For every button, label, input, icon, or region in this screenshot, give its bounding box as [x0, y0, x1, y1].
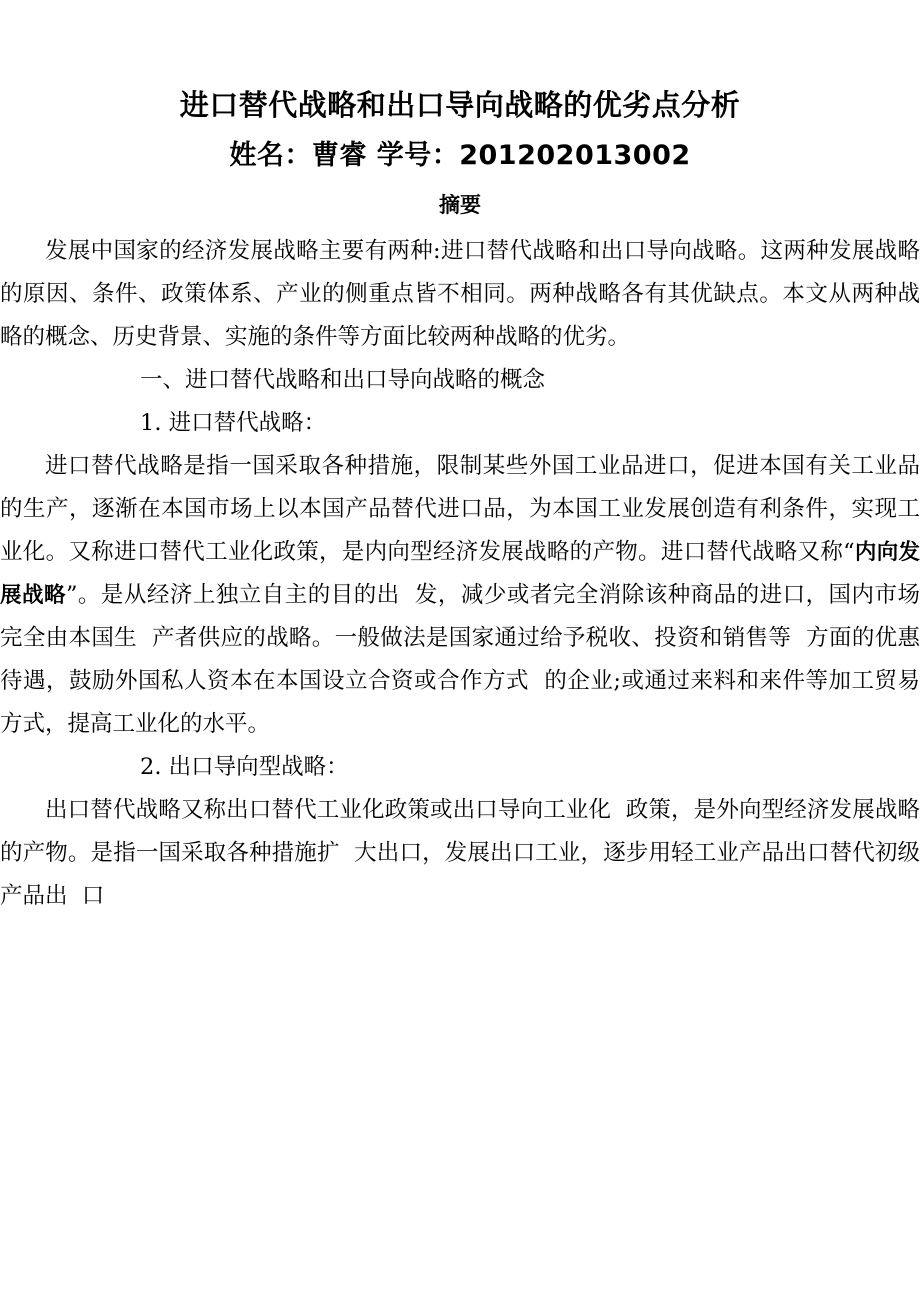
author-byline: 姓名：曹睿 学号：201202013002: [229, 140, 691, 171]
title-block: [0, 0, 920, 220]
document-body: [0, 230, 920, 918]
page-title: 进口替代战略和出口导向战略的优劣点分析: [179, 88, 741, 122]
subsection-body-2: 出口替代战略又称出口替代工业化政策或出口导向工业化 政策，是外向型经济发展战略的产物。是指一国采取各种措施扩 大出口，发展出口工业，逐步用轻工业产品出口替代初级产品出 口: [0, 797, 920, 909]
subsection-body-1-part-a: 进口替代战略是指一国采取各种措施，限制某些外国工业品进口，促进本国有关工业品的生产，逐渐在本国市场上以本国产品替代进口品，为本国工业发展创造有利条件，实现工业化。又称进口替代工业化政策，是内向型经济发展战略的产物。进口替代战略又称“: [0, 453, 920, 565]
subsection-body-1-part-b: ”。是从经济上独立自主的目的出 发，减少或者完全消除该种商品的进口，国内市场完全由本国生 产者供应的战略。一般做法是国家通过给予税收、投资和销售等 方面的优惠待遇，鼓励外国私人资本在本国设立合资或合作方式 的企业;或通过来料和来件等加工贸易方式，提高工业化的水平。: [0, 582, 920, 737]
section-heading-1: 一、进口替代战略和出口导向战略的概念: [140, 367, 546, 393]
subsection-heading-1: 1. 进口替代战略：: [140, 410, 327, 436]
subsection-heading-2: 2. 出口导向型战略：: [140, 754, 349, 780]
abstract-heading: 摘要: [439, 193, 481, 217]
subsection-body-1: [0, 445, 920, 746]
emphasized-term-inward-development-strategy: 内向发展战略: [0, 540, 920, 608]
abstract-paragraph: 发展中国家的经济发展战略主要有两种:进口替代战略和出口导向战略。这两种发展战略的原因、条件、政策体系、产业的侧重点皆不相同。两种战略各有其优缺点。本文从两种战略的概念、历史背景、实施的条件等方面比较两种战略的优劣。: [0, 238, 920, 350]
